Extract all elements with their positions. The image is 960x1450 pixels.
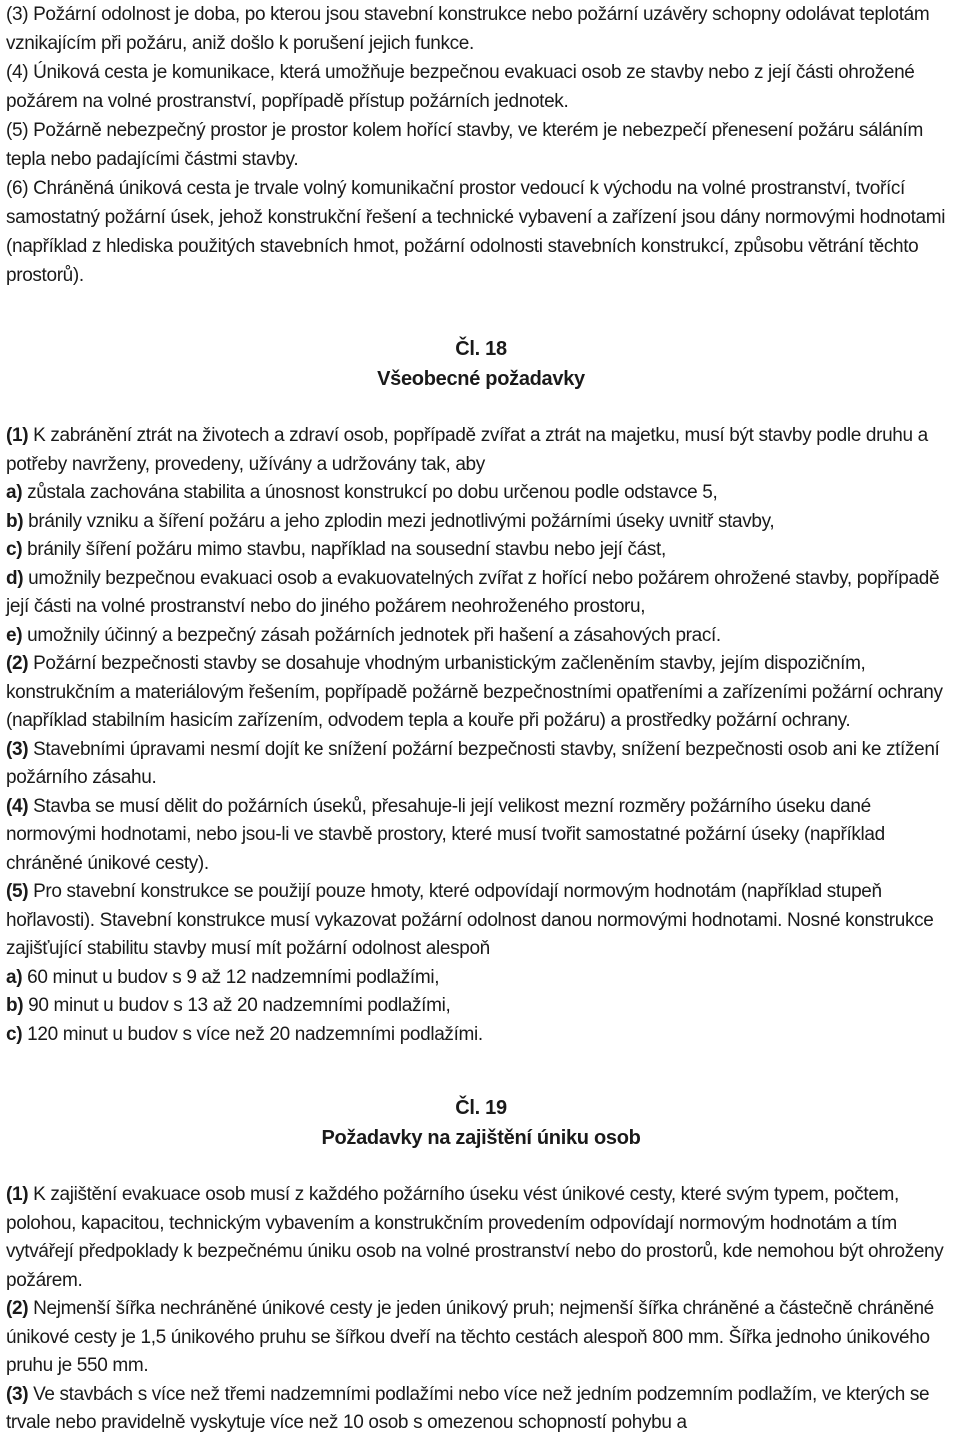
spacer: [6, 1153, 956, 1181]
paragraph: [6, 1381, 956, 1438]
paragraph: [6, 422, 956, 479]
article-title: Všeobecné požadavky: [377, 368, 585, 390]
paragraph-label: (5): [6, 881, 29, 902]
paragraph-text: Nejmenší šířka nechráněné únikové cesty je jeden únikový pruh; nejmenší šířka chráněné a částečně chráněné únikové cesty je 1,5 únikového pruhu se šířkou dveří na těchto cestách alespoň 800 mm. Šířka jednoho únikového pruhu je 550 mm.: [6, 1298, 934, 1376]
list-item-label: d): [6, 567, 24, 589]
list-item-label: e): [6, 624, 23, 646]
list-item: [6, 992, 956, 1021]
paragraph: [6, 1181, 956, 1295]
paragraph-text: Pro stavební konstrukce se použijí pouze hmoty, které odpovídají normovým hodnotám (například stupeň hořlavosti). Stavební konstrukce musí vykazovat požární odolnost danou normovými hodnotami. Nosné konstrukce zajišťující stabilitu stavby musí mít požární odolnost alespoň: [6, 881, 934, 959]
list-item-text: bránily vzniku a šíření požáru a jeho zplodin mezi jednotlivými požárními úseky uvnitř stavby,: [28, 510, 775, 532]
paragraph-label: (2): [6, 1298, 29, 1319]
definitions-block: [6, 0, 956, 290]
article-title: Požadavky na zajištění úniku osob: [321, 1127, 641, 1149]
article-18-body: [6, 422, 956, 1049]
list-item-text: 90 minut u budov s 13 až 20 nadzemními podlažími,: [28, 995, 451, 1016]
paragraph: [6, 650, 956, 736]
list-item: [6, 508, 956, 537]
paragraph-text: Ve stavbách s více než třemi nadzemními podlažími nebo více než jedním podzemním podlažím, ve kterých se trvale nebo pravidelně vyskytuje více než 10 osob s omezenou schopností pohybu a: [6, 1383, 930, 1433]
paragraph-label: (1): [6, 1184, 29, 1205]
paragraph-label: (4): [6, 62, 29, 83]
list-item-label: a): [6, 482, 23, 503]
article-19-body: [6, 1181, 956, 1438]
paragraph: [6, 736, 956, 793]
article-number: Čl. 18: [455, 338, 507, 360]
paragraph: [6, 793, 956, 879]
paragraph-label: (1): [6, 425, 29, 446]
paragraph-label: (3): [6, 738, 29, 760]
list-item-label: c): [6, 539, 23, 560]
list-item: [6, 964, 956, 993]
paragraph: [6, 878, 956, 964]
paragraph: [6, 1295, 956, 1381]
paragraph-text: Úniková cesta je komunikace, která umožňuje bezpečnou evakuaci osob ze stavby nebo z její části ohrožené požárem na volné prostranství, popřípadě přístup požárních jednotek.: [6, 62, 915, 112]
paragraph: [6, 116, 956, 174]
spacer: [6, 290, 956, 334]
paragraph-text: Stavba se musí dělit do požárních úseků, přesahuje-li její velikost mezní rozměry požárního úseku dané normovými hodnotami, nebo jsou-li ve stavbě prostory, které musí tvořit samostatné požární úseky (například chráněné únikové cesty).: [6, 795, 885, 874]
paragraph-text: Požární bezpečnosti stavby se dosahuje vhodným urbanistickým začleněním stavby, jejím dispozičním, konstrukčním a materiálovým řešením, popřípadě požárně bezpečnostními opatřeními a zařízeními požární ochrany (například stabilním hasicím zařízením, odvodem tepla a kouře při požáru) a prostředky požární ochrany.: [6, 653, 943, 731]
spacer: [6, 1049, 956, 1093]
list-item: [6, 536, 956, 565]
list-item-label: b): [6, 995, 24, 1016]
paragraph: [6, 0, 956, 58]
spacer: [6, 394, 956, 422]
paragraph-label: (3): [6, 4, 29, 25]
list-item-text: 120 minut u budov s více než 20 nadzemními podlažími.: [27, 1023, 483, 1045]
article-number: Čl. 19: [455, 1097, 507, 1119]
list-item-text: umožnily účinný a bezpečný zásah požárních jednotek při hašení a zásahových prací.: [27, 624, 721, 646]
list-item-label: b): [6, 510, 24, 532]
paragraph-text: K zajištění evakuace osob musí z každého požárního úseku vést únikové cesty, které svým typem, počtem, polohou, kapacitou, technickým vybavením a konstrukčním provedením odpovídají normovým hodnotám a tím vytvářejí předpoklady k bezpečnému úniku osob na volné prostranství nebo do prostorů, kde nemohou být ohroženy požárem.: [6, 1184, 944, 1291]
list-item-label: a): [6, 966, 23, 988]
paragraph-label: (5): [6, 120, 29, 141]
paragraph-text: Stavebními úpravami nesmí dojít ke snížení požární bezpečnosti stavby, snížení bezpečnosti osob ani ke ztížení požárního zásahu.: [6, 738, 940, 788]
list-item-label: c): [6, 1023, 23, 1045]
list-item: [6, 565, 956, 622]
list-item-text: zůstala zachována stabilita a únosnost konstrukcí po dobu určenou podle odstavce 5,: [27, 482, 718, 503]
list-item: [6, 1021, 956, 1050]
paragraph-text: Chráněná úniková cesta je trvale volný komunikační prostor vedoucí k východu na volné prostranství, tvořící samostatný požární úsek, jehož konstrukční řešení a technické vybavení a zařízení jsou dány normovými hodnotami (například z hlediska použitých stavebních hmot, požární odolnosti stavebních konstrukcí, způsobu větrání těchto prostorů).: [6, 178, 946, 286]
list-item-text: bránily šíření požáru mimo stavbu, například na sousední stavbu nebo její část,: [27, 539, 666, 560]
paragraph-label: (3): [6, 1383, 29, 1405]
paragraph-label: (6): [6, 178, 29, 199]
list-item: [6, 479, 956, 508]
paragraph-label: (2): [6, 653, 29, 674]
list-item-text: umožnily bezpečnou evakuaci osob a evakuovatelných zvířat z hořící nebo požárem ohrožené stavby, popřípadě její části na volné prostranství nebo do jiného požárem neohroženého prostoru,: [6, 567, 940, 617]
paragraph: [6, 58, 956, 116]
document-page: [6, 0, 956, 1438]
paragraph: [6, 174, 956, 290]
paragraph-label: (4): [6, 795, 29, 817]
paragraph-text: Požárně nebezpečný prostor je prostor kolem hořící stavby, ve kterém je nebezpečí přenesení požáru sáláním tepla nebo padajícími částmi stavby.: [6, 120, 923, 170]
list-item-text: 60 minut u budov s 9 až 12 nadzemními podlažími,: [27, 966, 440, 988]
list-item: [6, 622, 956, 651]
paragraph-text: K zabránění ztrát na životech a zdraví osob, popřípadě zvířat a ztrát na majetku, musí být stavby podle druhu a potřeby navrženy, provedeny, užívány a udržovány tak, aby: [6, 425, 928, 475]
paragraph-text: Požární odolnost je doba, po kterou jsou stavební konstrukce nebo požární uzávěry schopny odolávat teplotám vznikajícím při požáru, aniž došlo k porušení jejich funkce.: [6, 4, 930, 54]
